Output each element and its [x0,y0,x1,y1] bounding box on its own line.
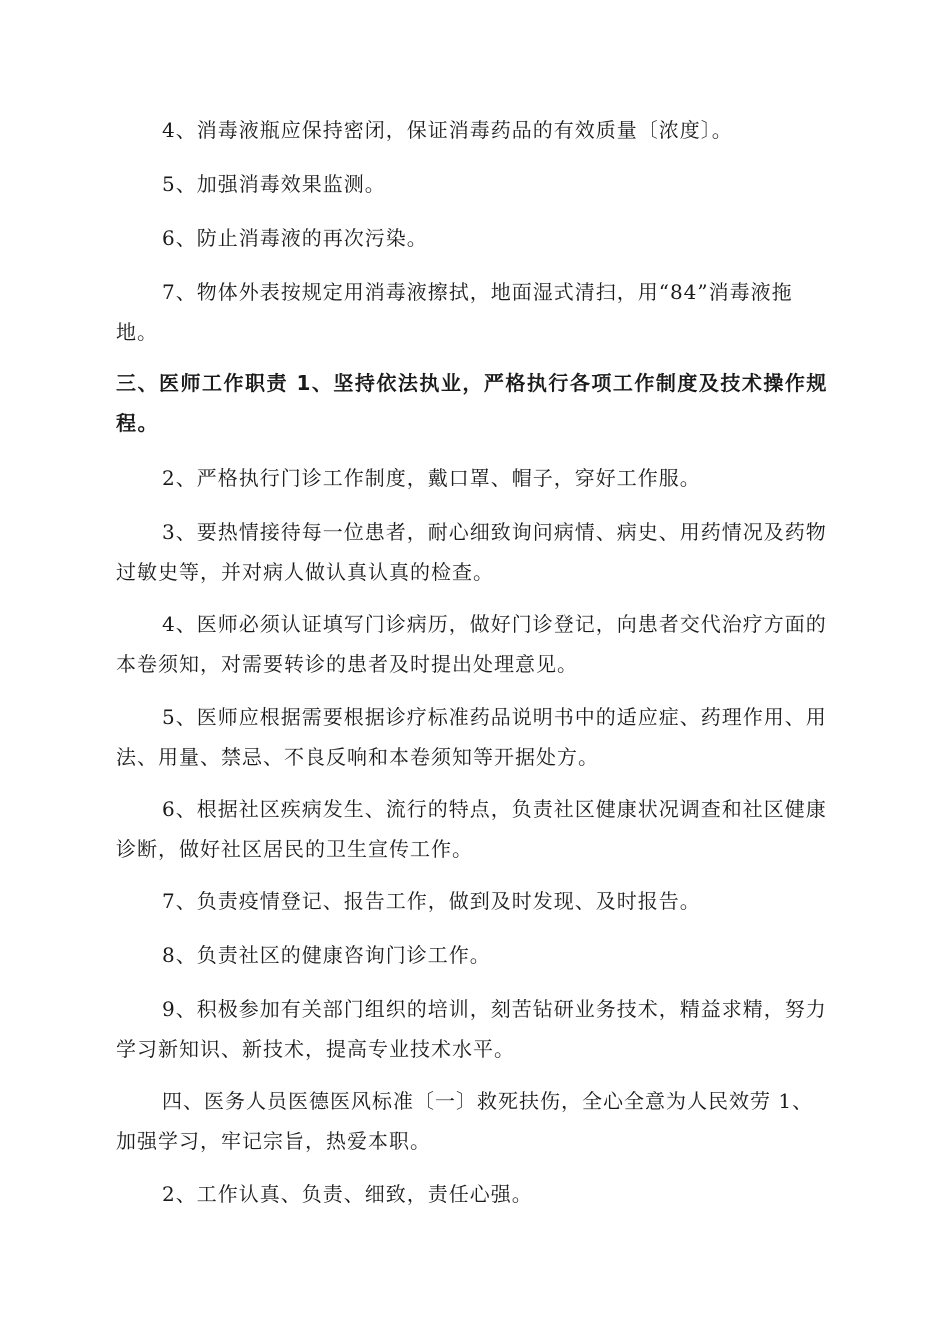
paragraph-epidemic-reporting: 7、负责疫情登记、报告工作，做到及时发现、及时报告。 [162,889,701,913]
paragraph-work-diligence: 2、工作认真、负责、细致，责任心强。 [162,1182,533,1206]
paragraph-surface-cleaning: 7、物体外表按规定用消毒液擦拭，地面湿式清扫，用“84”消毒液拖地。 [116,280,793,344]
paragraph-medical-records: 4、医师必须认证填写门诊病历，做好门诊登记，向患者交代治疗方面的本卷须知，对需要转诊的患者及时提出处理意见。 [116,612,827,676]
paragraph-medical-ethics: 四、医务人员医德医风标准〔一〕救死扶伤，全心全意为人民效劳 1、加强学习，牢记宗旨，热爱本职。 [116,1089,814,1153]
paragraph-training: 9、积极参加有关部门组织的培训，刻苦钻研业务技术，精益求精，努力学习新知识、新技术，提高专业技术水平。 [116,997,827,1061]
paragraph-patient-reception: 3、要热情接待每一位患者，耐心细致询问病情、病史、用药情况及药物过敏史等，并对病人做认真认真的检查。 [116,520,827,584]
paragraph-disinfection-monitoring: 5、加强消毒效果监测。 [162,172,386,196]
paragraph-community-health: 6、根据社区疾病发生、流行的特点，负责社区健康状况调查和社区健康诊断，做好社区居民的卫生宣传工作。 [116,797,827,861]
paragraph-health-consulting: 8、负责社区的健康咨询门诊工作。 [162,943,491,967]
paragraph-prescription: 5、医师应根据需要根据诊疗标准药品说明书中的适应症、药理作用、用法、用量、禁忌、不良反响和本卷须知等开据处方。 [116,705,827,769]
section-heading-physician-duties: 三、医师工作职责 1、坚持依法执业，严格执行各项工作制度及技术操作规程。 [116,371,828,435]
paragraph-clinic-system: 2、严格执行门诊工作制度，戴口罩、帽子，穿好工作服。 [162,466,701,490]
paragraph-prevent-contamination: 6、防止消毒液的再次污染。 [162,226,428,250]
paragraph-disinfectant-sealed: 4、消毒液瓶应保持密闭，保证消毒药品的有效质量〔浓度〕。 [162,118,733,142]
